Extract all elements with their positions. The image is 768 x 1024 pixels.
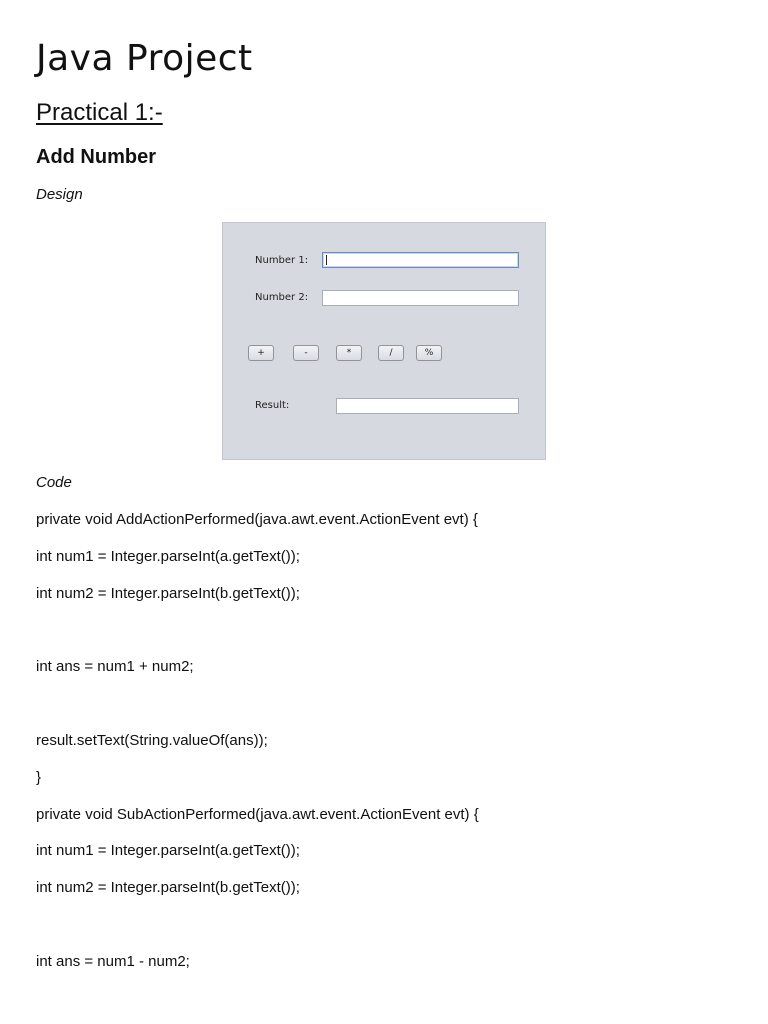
design-label: Design [36,186,83,203]
code-line: } [36,769,42,786]
number2-label: Number 2: [255,292,309,303]
section-heading: Add Number [36,146,156,168]
multiply-button: * [336,345,362,361]
modulo-button: % [416,345,442,361]
code-line: int num2 = Integer.parseInt(b.getText()); [36,879,300,896]
code-line: private void SubActionPerformed(java.awt.event.ActionEvent evt) { [36,806,479,823]
number1-field [322,252,519,268]
result-label: Result: [255,400,290,411]
practical-heading: Practical 1:- [36,99,163,126]
text-caret [326,255,327,265]
divide-button: / [378,345,404,361]
form-design-screenshot [222,222,546,460]
number1-label: Number 1: [255,255,309,266]
number2-field [322,290,519,306]
code-line: int ans = num1 + num2; [36,658,194,675]
code-line: int ans = num1 - num2; [36,953,190,970]
code-label: Code [36,474,72,491]
result-field [336,398,519,414]
add-button: + [248,345,274,361]
code-line: result.setText(String.valueOf(ans)); [36,732,268,749]
code-line: int num1 = Integer.parseInt(a.getText()); [36,842,300,859]
subtract-button: - [293,345,319,361]
code-line: private void AddActionPerformed(java.awt.event.ActionEvent evt) { [36,511,478,528]
code-line: int num1 = Integer.parseInt(a.getText()); [36,548,300,565]
code-line: int num2 = Integer.parseInt(b.getText()); [36,585,300,602]
document-title: Java Project [36,38,253,79]
